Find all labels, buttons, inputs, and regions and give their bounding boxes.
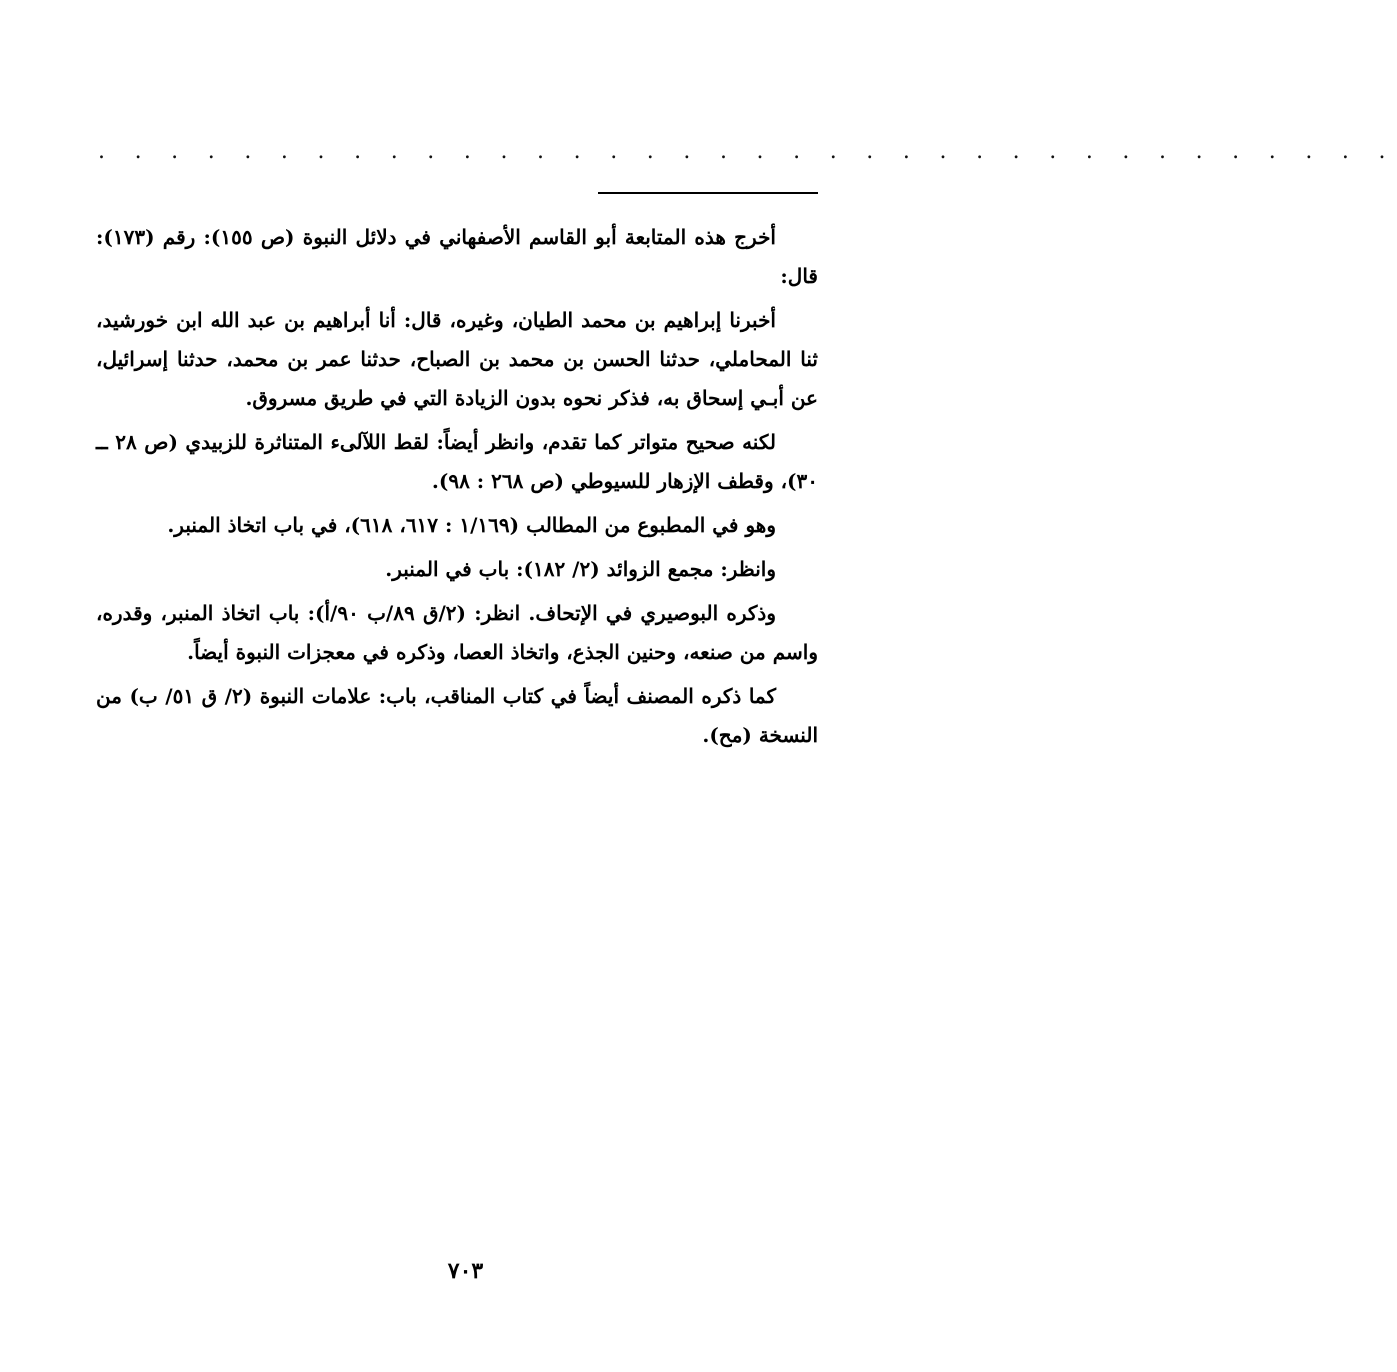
footnote-paragraph: أخرج هذه المتابعة أبو القاسم الأصفهاني في دلائل النبوة (ص ١٥٥): رقم (١٧٣): قال: xyxy=(96,225,818,288)
footnote-paragraph: وهو في المطبوع من المطالب (١/١٦٩ : ٦١٧، ٦١٨)، في باب اتخاذ المنبر. xyxy=(167,513,776,537)
footnote-paragraph: أخبرنا إبراهيم بن محمد الطيان، وغيره، قال: أنا أبراهيم بن عبد الله ابن خورشيد، ثنا المحاملي، حدثنا الحسن بن محمد بن الصباح، حدثنا عمر بن محمد، حدثنا إسرائيل، عن أبـي إسحاق به، فذكر نحوه بدون الزيادة التي في طريق مسروق. xyxy=(96,308,818,410)
footnote-paragraph: لكنه صحيح متواتر كما تقدم، وانظر أيضاً: لقط اللآلىء المتناثرة للزبيدي (ص ٢٨ ــ ٣٠)، وقطف الإزهار للسيوطي (ص ٢٦٨ : ٩٨). xyxy=(96,430,818,493)
footnote-paragraph: وذكره البوصيري في الإتحاف. انظر: (٢/ق ٨٩/ب ٩٠/أ): باب اتخاذ المنبر، وقدره، واسم من صنعه، وحنين الجذع، واتخاذ العصا، وذكره في معجزات النبوة أيضاً. xyxy=(96,601,818,664)
footnote-paragraph: كما ذكره المصنف أيضاً في كتاب المناقب، باب: علامات النبوة (٢/ ق ٥١/ ب) من النسخة (مح). xyxy=(96,684,818,747)
footnotes-block xyxy=(96,218,818,760)
footnote-paragraph: وانظر: مجمع الزوائد (٢/ ١٨٢): باب في المنبر. xyxy=(385,557,776,581)
page-number: ٧٠٣ xyxy=(447,1258,484,1284)
separator-dots: . . . . . . . . . . . . . . . . . . . . . . . . . . . . . . . . . . . . xyxy=(98,139,1397,164)
footnote-rule xyxy=(598,192,818,194)
